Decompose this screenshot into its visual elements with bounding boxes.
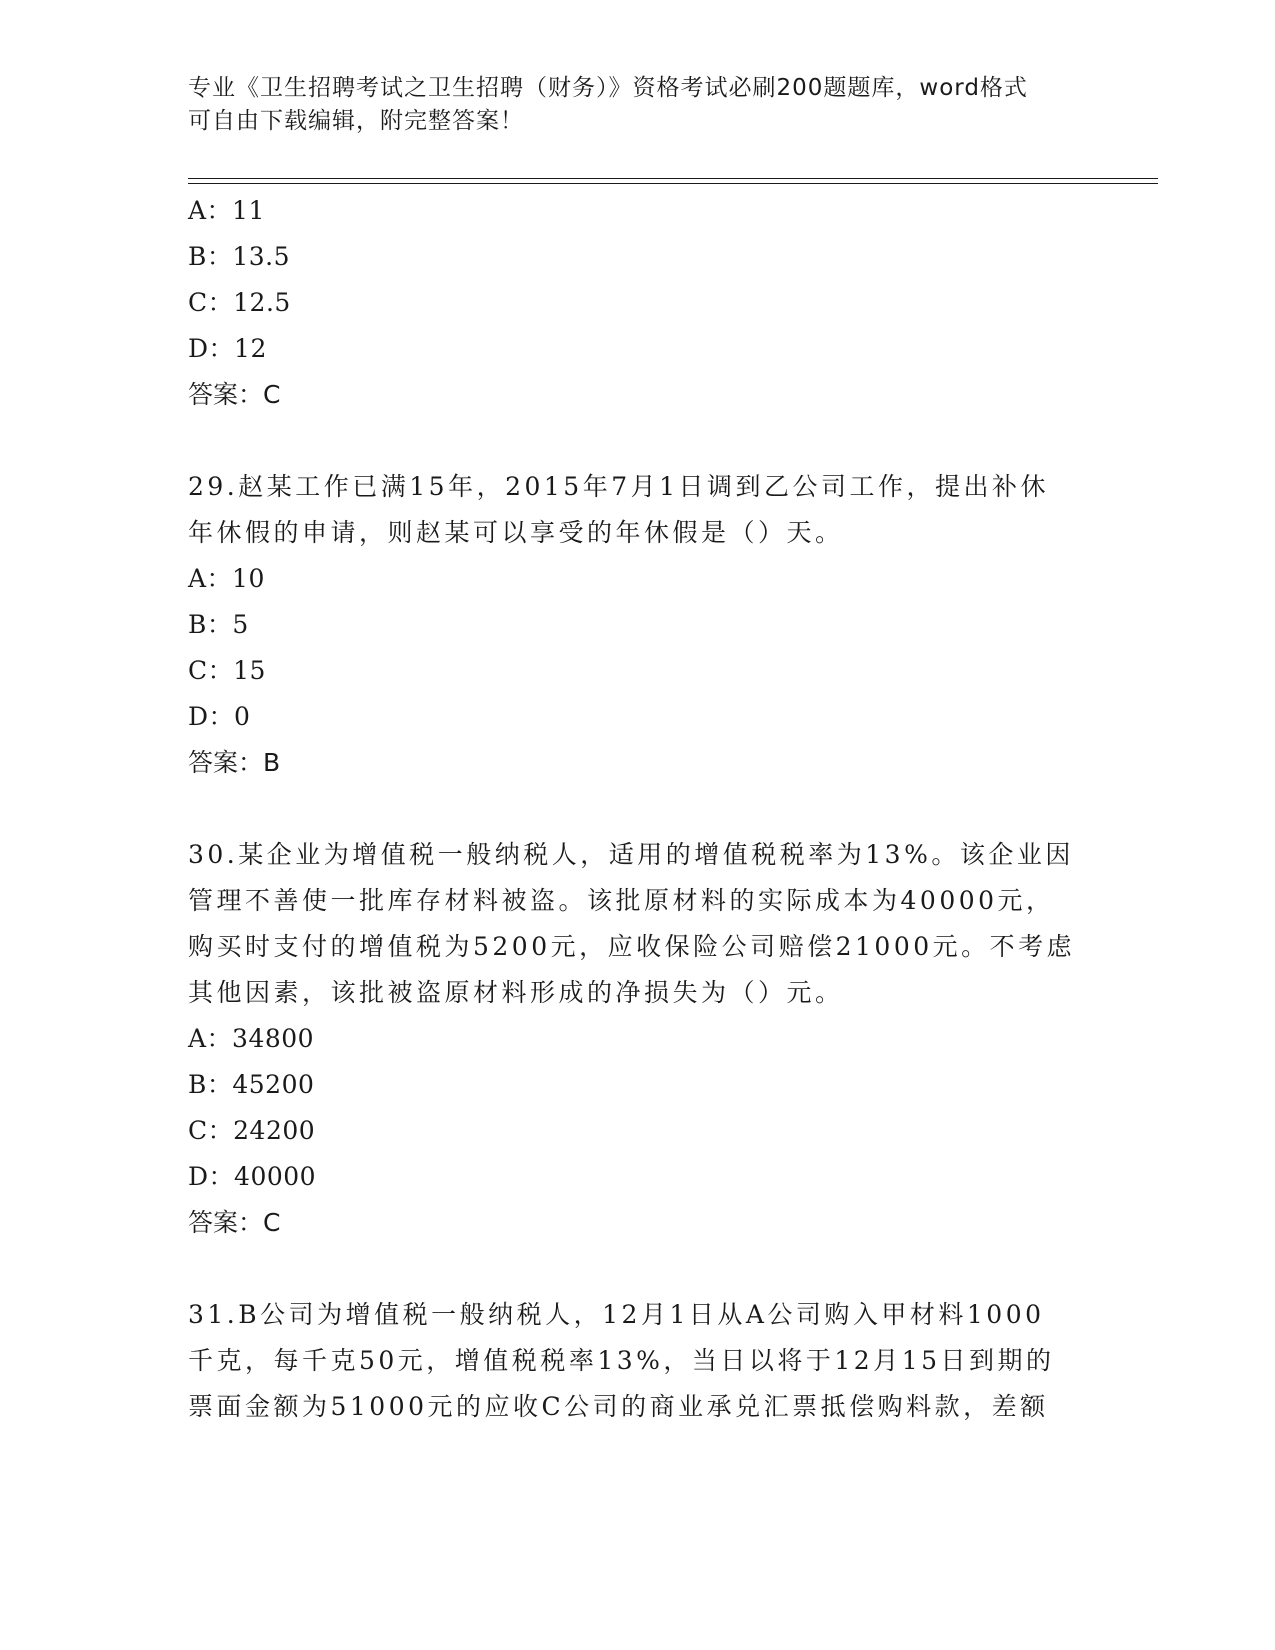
option-a: A：34800	[188, 1024, 315, 1053]
question-text-line: 30.某企业为增值税一般纳税人，适用的增值税税率为13%。该企业因	[188, 840, 1074, 869]
option-c: C：15	[188, 656, 266, 685]
option-b: B：45200	[188, 1070, 315, 1099]
header-rule-bottom	[188, 183, 1158, 184]
question-30	[188, 832, 1088, 1246]
question-list	[188, 188, 1088, 1430]
question-text-line: 29.赵某工作已满15年，2015年7月1日调到乙公司工作，提出补休	[188, 472, 1050, 501]
option-b: B：13.5	[188, 242, 291, 271]
question-text-line: 购买时支付的增值税为5200元，应收保险公司赔偿21000元。不考虑	[188, 932, 1076, 961]
option-c: C：12.5	[188, 288, 291, 317]
question-text-line: 票面金额为51000元的应收C公司的商业承兑汇票抵偿购料款，差额	[188, 1392, 1049, 1421]
option-a: A：10	[188, 564, 265, 593]
answer-line: 答案：B	[188, 748, 281, 777]
answer-line: 答案：C	[188, 380, 281, 409]
question-29	[188, 464, 1088, 786]
question-text-line: 年休假的申请，则赵某可以享受的年休假是（）天。	[188, 518, 844, 547]
question-text-line: 千克，每千克50元，增值税税率13%，当日以将于12月15日到期的	[188, 1346, 1055, 1375]
document-header	[188, 72, 1068, 138]
answer-line: 答案：C	[188, 1208, 281, 1237]
option-d: D：0	[188, 702, 251, 731]
question-31	[188, 1292, 1088, 1430]
option-c: C：24200	[188, 1116, 316, 1145]
question-text-line: 管理不善使一批库存材料被盗。该批原材料的实际成本为40000元，	[188, 886, 1055, 915]
option-b: B：5	[188, 610, 249, 639]
option-a: A：11	[188, 196, 265, 225]
question-text-line: 其他因素，该批被盗原材料形成的净损失为（）元。	[188, 978, 844, 1007]
header-line-2: 可自由下载编辑，附完整答案！	[188, 108, 524, 134]
header-line-1: 专业《卫生招聘考试之卫生招聘（财务）》资格考试必刷200题题库，word格式	[188, 75, 1028, 101]
question-text-line: 31.B公司为增值税一般纳税人，12月1日从A公司购入甲材料1000	[188, 1300, 1045, 1329]
option-d: D：12	[188, 334, 267, 363]
question-28-tail	[188, 188, 1088, 418]
option-d: D：40000	[188, 1162, 317, 1191]
header-rule-top	[188, 178, 1158, 179]
